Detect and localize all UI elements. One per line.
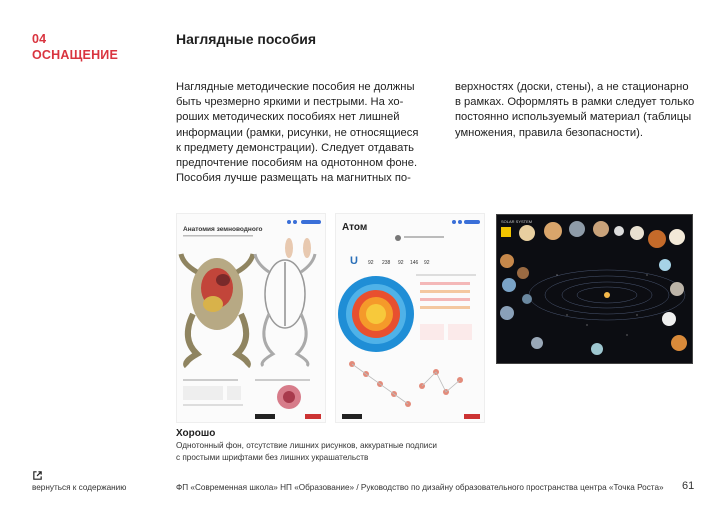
body-line: Наглядные методические пособия не должны: [176, 81, 415, 93]
body-line: предпочтение пособиям на однотонном фоне.: [176, 157, 418, 170]
page-number: 61: [682, 480, 695, 492]
body-line: быть чрезмерно яркими и пестрыми. На хо-: [176, 96, 404, 109]
frog-illustration: [177, 214, 326, 423]
page-title: Наглядные пособия: [176, 31, 316, 47]
atom-number: 92: [424, 260, 430, 266]
body-line: в рамках. Оформлять в рамки следует только: [455, 96, 695, 109]
atom-number: 92: [368, 260, 374, 266]
solar-system-illustration: [497, 215, 692, 363]
poster-title: Анатомия земноводного: [183, 226, 263, 233]
body-line: умножения, правила безопасности).: [455, 126, 643, 139]
section-name: ОСНАЩЕНИЕ: [32, 48, 119, 62]
footer-text: ФП «Современная школа» НП «Образование» / Руководство по дизайну образовательного пространства центра «Точка Роста»: [176, 483, 664, 492]
back-to-contents-link[interactable]: вернуться к содержанию: [32, 483, 127, 492]
caption-text: [176, 440, 476, 463]
frog-anatomy-poster: [176, 213, 326, 423]
atom-poster: [335, 213, 485, 423]
section-number: 04: [32, 32, 47, 46]
atom-number: 92: [398, 260, 404, 266]
external-link-icon[interactable]: [32, 470, 43, 481]
body-line: постоянно используемый материал (таблицы: [455, 111, 692, 124]
atom-illustration: [336, 214, 485, 423]
body-column-1: [176, 80, 426, 186]
caption-line: с простыми шрифтами без лишних украшательств: [176, 452, 369, 462]
body-line: к предмету демонстрации). Следует отдавать: [176, 141, 415, 154]
poster-title: SOLAR SYSTEM: [501, 219, 533, 224]
solar-system-poster: [496, 214, 693, 364]
body-line: Пособия лучше размещать на магнитных по-: [176, 172, 411, 185]
caption-line: Однотонный фон, отсутствие лишних рисунков, аккуратные подписи: [176, 441, 438, 450]
atom-number: 238: [382, 260, 391, 266]
poster-title: Атом: [342, 222, 368, 233]
caption-title: Хорошо: [176, 428, 216, 439]
atom-number: 146: [410, 260, 419, 266]
body-line: верхностях (доски, стены), а не стационарно: [455, 81, 689, 93]
atom-symbol: U: [350, 255, 358, 267]
body-line: роших методических пособиях нет лишней: [176, 111, 400, 124]
section-label: [32, 31, 118, 63]
body-line: информации (рамки, рисунки, не относящиеся: [176, 126, 419, 139]
body-column-2: [455, 80, 705, 141]
